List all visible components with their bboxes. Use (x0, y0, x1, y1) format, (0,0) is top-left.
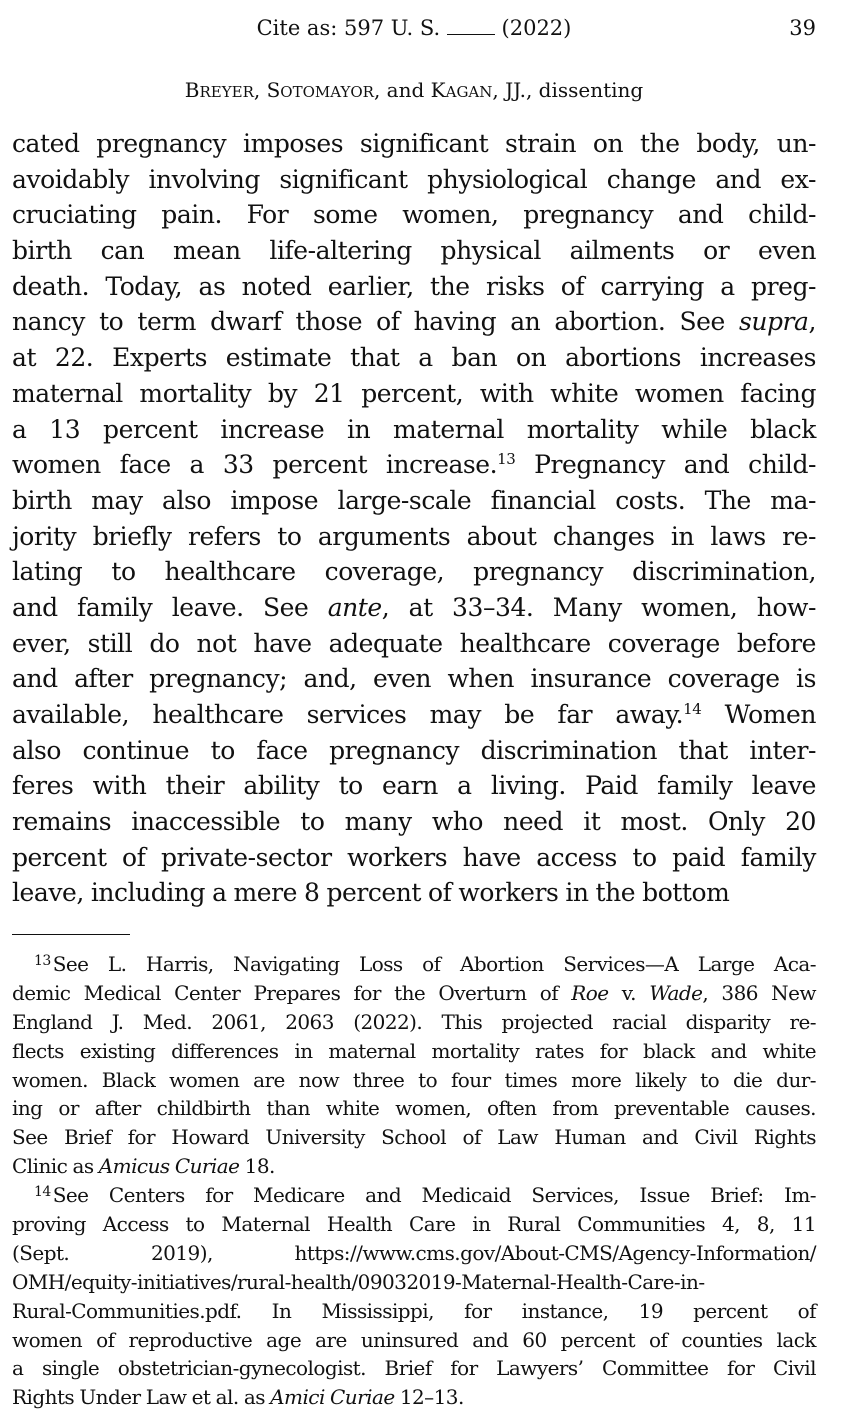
footnote-text: Rights Under Law et al. as (12, 1385, 271, 1410)
dissent-authors (12, 76, 816, 106)
citation-signal: ante (327, 592, 382, 622)
author-initial: S (266, 78, 281, 102)
body-line: ever, still do not have adequate healthcare coverage before (12, 628, 816, 658)
body-line: percent of private-sector workers have access to paid family (12, 842, 816, 872)
footnote-text: 12–13. (394, 1385, 464, 1410)
body-line (12, 590, 816, 626)
body-line: jority briefly refers to arguments about changes in laws re- (12, 521, 816, 551)
body-line (12, 447, 816, 483)
body-line: death. Today, as noted earlier, the risks of carrying a preg- (12, 271, 816, 301)
body-line: a 13 percent increase in maternal mortality while black (12, 414, 816, 444)
footnote-line (12, 979, 816, 1008)
body-line: remains inaccessible to many who need it most. Only 20 (12, 807, 816, 837)
author-name: REYER (199, 83, 254, 101)
body-line: birth may also impose large-scale financial costs. The ma- (12, 485, 816, 515)
body-line: cated pregnancy imposes significant strain on the body, un- (12, 129, 816, 158)
body-text: Pregnancy and child- (515, 450, 817, 480)
footnote-text: 18. (239, 1154, 275, 1179)
footnote-line (12, 1152, 816, 1181)
body-text: available, healthcare services may be far away. (12, 700, 684, 729)
body-line (12, 697, 816, 733)
footnote-ref-13[interactable]: 13 (497, 450, 516, 469)
footnote-text: Clinic as (12, 1154, 99, 1179)
footnote-line: women of reproductive age are uninsured and 60 percent of counties lack (12, 1327, 816, 1352)
footnote-13 (12, 950, 816, 1181)
body-line: also continue to face pregnancy discrimination that inter- (12, 735, 816, 765)
footnote-number: 13 (34, 953, 51, 969)
footnote-text: demic Medical Center Prepares for the Overturn of (12, 980, 572, 1005)
footnote-url-line[interactable]: (Sept. 2019), https://www.cms.gov/About-CMS/Agency-Information/ (12, 1240, 816, 1265)
author-conjunction: , and (373, 78, 431, 102)
footnote-line: See Brief for Howard University School of Law Human and Civil Rights (12, 1125, 816, 1150)
body-text: women face a 33 percent increase. (12, 450, 498, 480)
body-line (12, 304, 816, 340)
amicus-label: Amici Curiae (270, 1385, 395, 1410)
opinion-body-text (12, 126, 816, 911)
footnote-divider (12, 934, 130, 935)
author-name: AGAN (445, 83, 493, 101)
body-text: and family leave. See (12, 592, 328, 622)
author-name: OTOMAYOR (280, 83, 374, 101)
footnote-line: England J. Med. 2061, 2063 (2022). This projected racial disparity re- (12, 1009, 816, 1034)
footnote-text: v. (608, 980, 650, 1005)
citation-signal: supra (738, 307, 809, 337)
case-name: Wade (649, 980, 703, 1005)
body-line: birth can mean life-altering physical ailments or even (12, 236, 816, 266)
body-line: maternal mortality by 21 percent, with white women facing (12, 378, 816, 408)
body-line: at 22. Experts estimate that a ban on abortions increases (12, 343, 816, 373)
footnote-url-line[interactable]: OMH/equity-initiatives/rural-health/09032019-Maternal-Health-Care-in- (12, 1269, 705, 1294)
footnote-line: flects existing differences in maternal mortality rates for black and white (12, 1038, 816, 1063)
dissent-label: , JJ., dissenting (492, 78, 644, 102)
footnote-line (12, 950, 816, 979)
footnote-line (12, 1181, 816, 1210)
footnote-ref-14[interactable]: 14 (683, 700, 702, 718)
footnote-text: See L. Harris, Navigating Loss of Abortion Services—A Large Aca- (52, 952, 816, 976)
author-initial: B (184, 78, 200, 102)
body-text: , (808, 307, 816, 337)
footnote-line (12, 1383, 816, 1412)
footnote-line: proving Access to Maternal Health Care in Rural Communities 4, 8, 11 (12, 1212, 816, 1237)
footnote-line: ing or after childbirth than white women, often from preventable causes. (12, 1096, 816, 1121)
body-line: and after pregnancy; and, even when insurance coverage is (12, 664, 816, 694)
body-line: leave, including a mere 8 percent of workers in the bottom (12, 878, 730, 908)
amicus-label: Amicus Curiae (98, 1154, 240, 1179)
citation-line (12, 12, 816, 44)
body-text: , at 33–34. Many women, how- (381, 592, 816, 622)
author-initial: K (430, 78, 446, 102)
footnote-url-line[interactable]: Rural-Communities.pdf. In Mississippi, for instance, 19 percent of (12, 1298, 816, 1323)
citation-blank (447, 17, 495, 35)
running-head (12, 12, 816, 44)
footnote-text: See Centers for Medicare and Medicaid Services, Issue Brief: Im- (52, 1183, 816, 1208)
body-line: lating to healthcare coverage, pregnancy discrimination, (12, 557, 816, 587)
comma: , (253, 78, 267, 102)
page-number: 39 (789, 16, 816, 40)
case-name: Roe (571, 980, 609, 1005)
footnote-line: women. Black women are now three to four times more likely to die dur- (12, 1067, 816, 1092)
body-line: feres with their ability to earn a living. Paid family leave (12, 771, 816, 801)
body-line: avoidably involving significant physiological change and ex- (12, 164, 816, 194)
citation-prefix: Cite as: 597 U. S. (256, 16, 447, 40)
footnote-14 (12, 1181, 816, 1412)
body-text: nancy to term dwarf those of having an abortion. See (12, 307, 739, 337)
citation-year: (2022) (494, 16, 572, 40)
footnotes (12, 950, 816, 1412)
body-line: cruciating pain. For some women, pregnancy and child- (12, 200, 816, 230)
footnote-line: a single obstetrician-gynecologist. Brief for Lawyers’ Committee for Civil (12, 1356, 816, 1381)
body-text: Women (701, 700, 816, 729)
footnote-text: , 386 New (702, 980, 816, 1005)
footnote-number: 14 (34, 1184, 51, 1201)
